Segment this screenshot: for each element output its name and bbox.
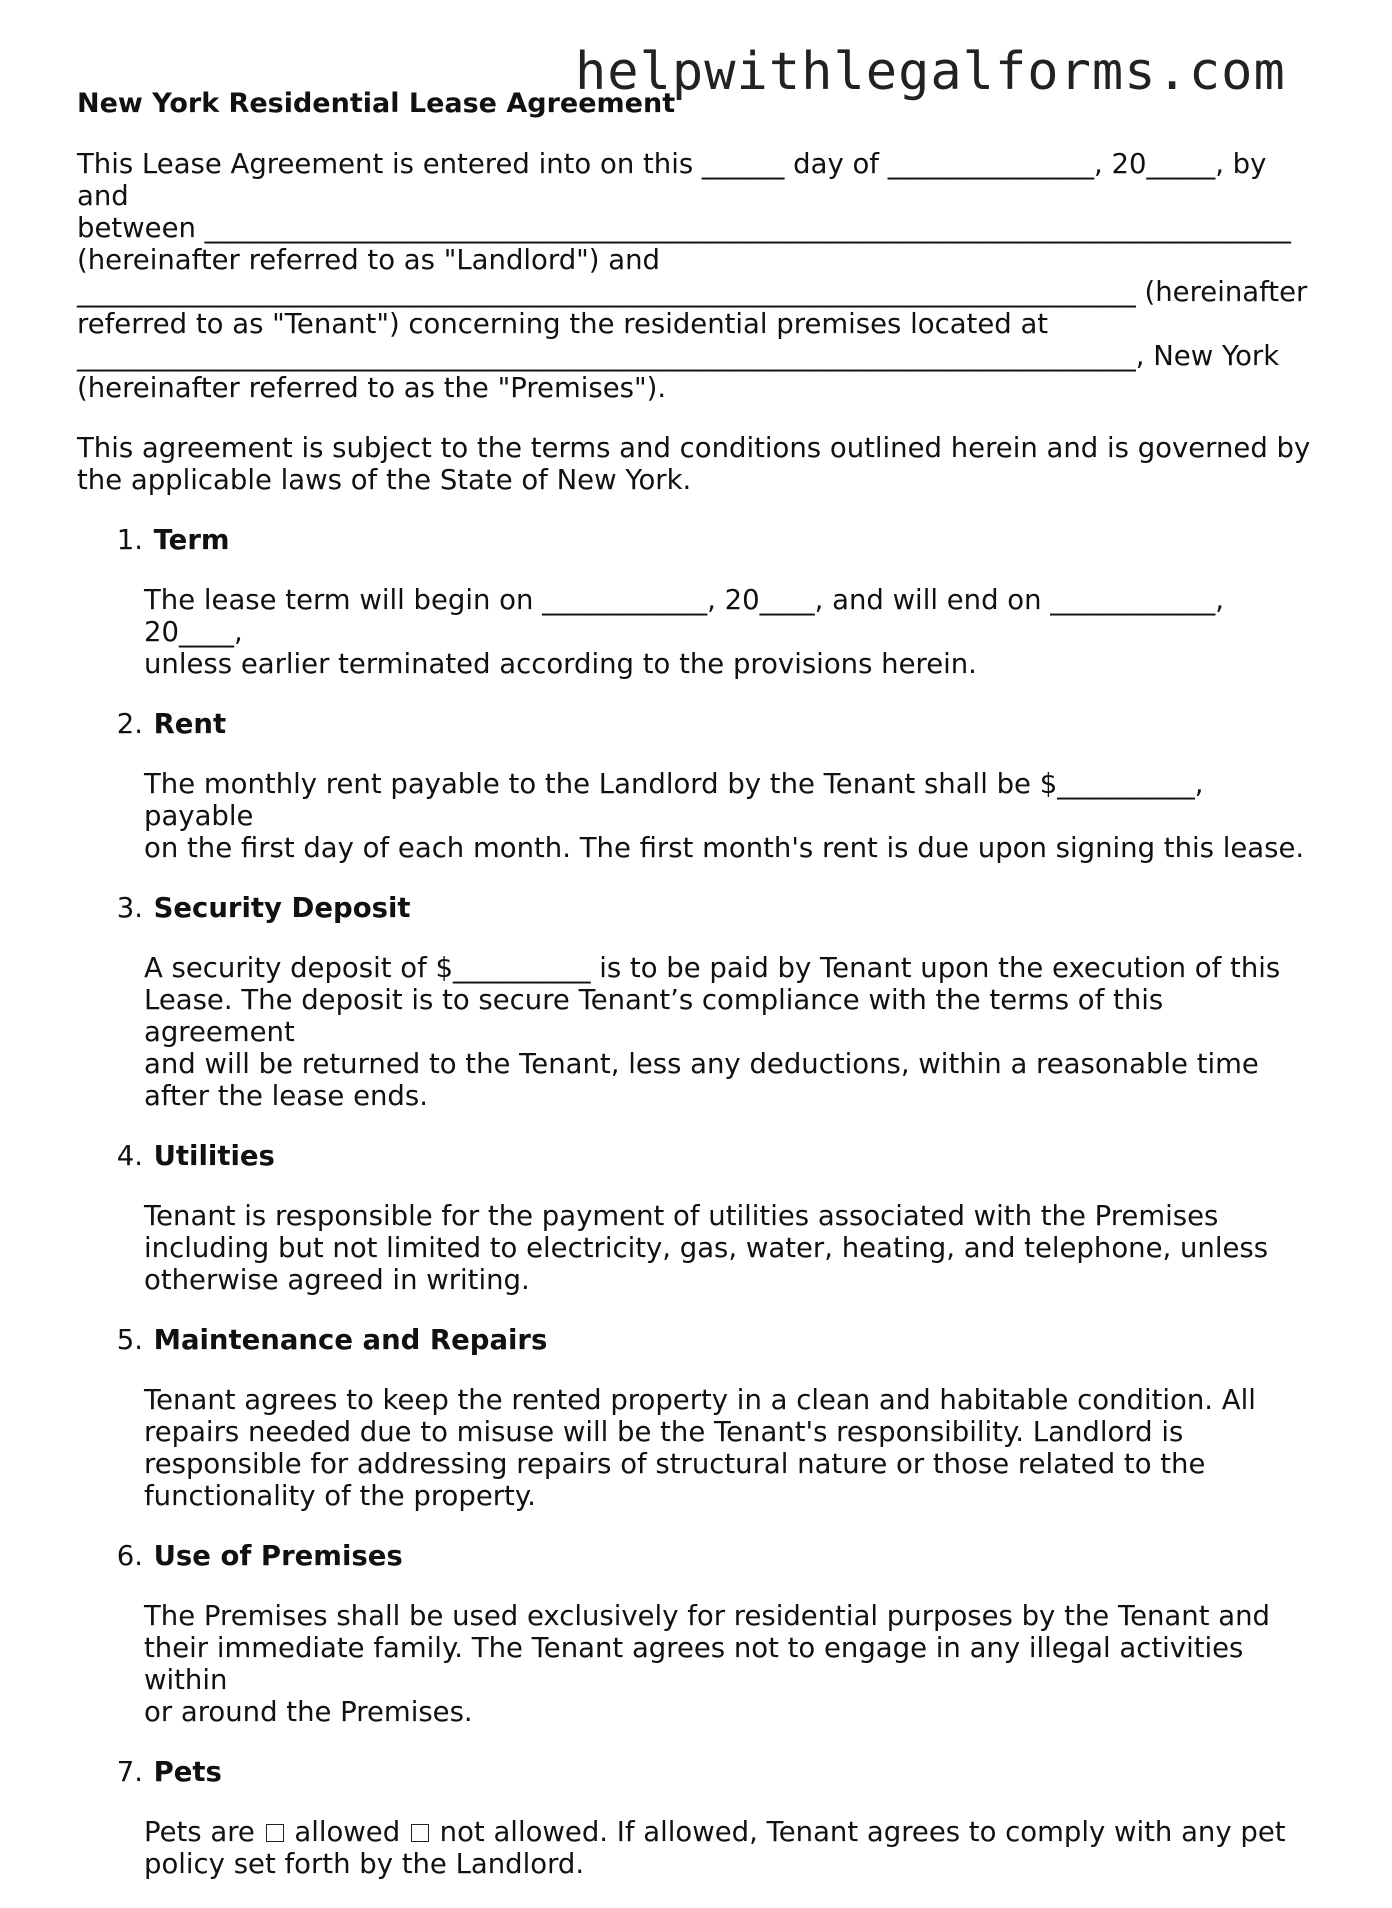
section-line: The Premises shall be used exclusively for residential purposes by the Tenant and	[144, 1600, 1270, 1632]
section-number: 6.	[116, 1540, 143, 1572]
section-line: after the lease ends.	[144, 1080, 428, 1112]
section-number: 7.	[116, 1756, 143, 1788]
intro-line: (hereinafter referred to as "Landlord") and	[77, 244, 661, 276]
section-rent	[77, 708, 1317, 864]
section-pets	[77, 1756, 1317, 1880]
watermark: helpwithlegalforms.com	[575, 42, 1286, 102]
governing-law-paragraph	[77, 432, 1317, 496]
section-heading: Security Deposit	[153, 892, 411, 924]
section-line: policy set forth by the Landlord.	[144, 1848, 585, 1880]
section-line: unless earlier terminated according to the provisions herein.	[144, 648, 977, 680]
section-line: Tenant is responsible for the payment of utilities associated with the Premises	[144, 1200, 1219, 1232]
pets-prefix: Pets are	[144, 1816, 264, 1848]
document-page	[77, 88, 1317, 1908]
section-line: otherwise agreed in writing.	[144, 1264, 530, 1296]
intro-line: _____________________________________________________________________________, New York	[77, 340, 1280, 372]
section-heading: Rent	[153, 708, 227, 740]
section-line: responsible for addressing repairs of structural nature or those related to the	[144, 1448, 1206, 1480]
section-number: 3.	[116, 892, 143, 924]
section-line: repairs needed due to misuse will be the Tenant's responsibility. Landlord is	[144, 1416, 1184, 1448]
intro-line: between _______________________________________________________________________________	[77, 212, 1291, 244]
section-security-deposit	[77, 892, 1317, 1112]
section-heading: Pets	[153, 1756, 222, 1788]
pets-suffix: If allowed, Tenant agrees to comply with any pet	[616, 1816, 1286, 1848]
intro-paragraph	[77, 148, 1317, 404]
section-line: and will be returned to the Tenant, less any deductions, within a reasonable time	[144, 1048, 1259, 1080]
section-line: including but not limited to electricity, gas, water, heating, and telephone, unless	[144, 1232, 1269, 1264]
governing-line: the applicable laws of the State of New York.	[77, 464, 692, 496]
section-line: on the first day of each month. The first month's rent is due upon signing this lease.	[144, 832, 1305, 864]
section-maintenance-repairs	[77, 1324, 1317, 1512]
section-term	[77, 524, 1317, 680]
pets-allowed-label: allowed	[294, 1816, 401, 1848]
section-number: 2.	[116, 708, 143, 740]
section-line: The lease term will begin on ____________, 20____, and will end on ____________, 20____,	[144, 584, 1225, 648]
pets-allowed-checkbox[interactable]	[266, 1824, 284, 1842]
intro-line: referred to as "Tenant") concerning the residential premises located at	[77, 308, 1049, 340]
document-title: New York Residential Lease Agreement	[77, 88, 676, 119]
section-line: The monthly rent payable to the Landlord by the Tenant shall be $__________, payable	[144, 768, 1204, 832]
section-heading: Term	[153, 524, 230, 556]
intro-line: This Lease Agreement is entered into on this ______ day of _______________, 20_____, by and	[77, 148, 1267, 212]
section-line: their immediate family. The Tenant agrees not to engage in any illegal activities within	[144, 1632, 1244, 1696]
section-line: A security deposit of $__________ is to be paid by Tenant upon the execution of this	[144, 952, 1281, 984]
pets-not-allowed-checkbox[interactable]	[411, 1824, 429, 1842]
pets-line	[144, 1816, 1317, 1848]
section-line: Lease. The deposit is to secure Tenant’s compliance with the terms of this agreement	[144, 984, 1164, 1048]
section-use-of-premises	[77, 1540, 1317, 1728]
section-number: 1.	[116, 524, 143, 556]
intro-line: _____________________________________________________________________________ (hereinafter	[77, 276, 1308, 308]
section-heading: Use of Premises	[153, 1540, 403, 1572]
section-line: functionality of the property.	[144, 1480, 536, 1512]
governing-line: This agreement is subject to the terms and conditions outlined herein and is governed by	[77, 432, 1311, 464]
section-utilities	[77, 1140, 1317, 1296]
pets-not-allowed-label: not allowed.	[439, 1816, 609, 1848]
section-number: 4.	[116, 1140, 143, 1172]
section-heading: Utilities	[153, 1140, 275, 1172]
intro-line: (hereinafter referred to as the "Premises").	[77, 372, 667, 404]
section-line: Tenant agrees to keep the rented property in a clean and habitable condition. All	[144, 1384, 1256, 1416]
section-number: 5.	[116, 1324, 143, 1356]
section-heading: Maintenance and Repairs	[153, 1324, 548, 1356]
section-line: or around the Premises.	[144, 1696, 473, 1728]
